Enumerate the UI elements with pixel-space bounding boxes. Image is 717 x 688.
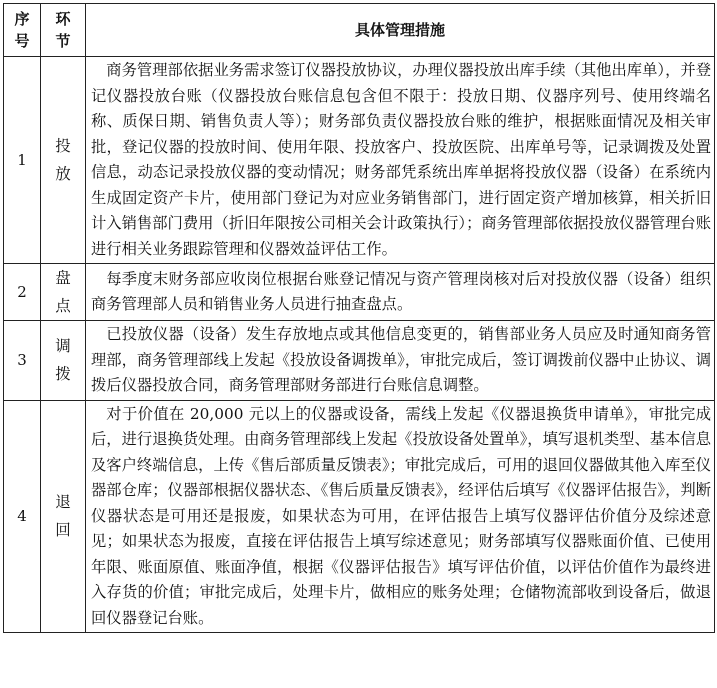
- row-stage-char: 放: [55, 165, 71, 183]
- row-stage-char: 退: [55, 493, 71, 512]
- row-stage-char: 投: [55, 137, 71, 155]
- header-serial-number: [4, 4, 41, 57]
- row-number: 3: [4, 321, 41, 401]
- header-stage-char: 节: [55, 32, 71, 50]
- table-header-row: [4, 4, 715, 57]
- header-stage-char: 环: [55, 10, 71, 28]
- row-description: 商务管理部依据业务需求签订仪器投放协议，办理仪器投放出库手续（其他出库单），并登记仪器投放台账（仪器投放台账信息包含但不限于：投放日期、仪器序列号、使用终端名称、质保日期、销售负责人等）；财务部负责仪器投放台账的维护，根据账面情况及相关审批，登记仪器的投放时间、使用年限、投放客户、投放医院、出库单号等，记录调拨及处置信息，动态记录投放仪器的变动情况；财务部凭系统出库单据将投放仪器（设备）在系统内生成固定资产卡片，使用部门登记为对应业务销售部门，进行固定资产增加核算，相关折旧计入销售部门费用（折旧年限按公司相关会计政策执行）；商务管理部依据投放仪器管理台账进行相关业务跟踪管理和仪器效益评估工作。: [86, 57, 715, 264]
- header-stage: [41, 4, 86, 57]
- management-measures-table: [3, 3, 715, 633]
- header-serial-number-char: 号: [14, 32, 30, 50]
- row-stage-char: 调: [55, 337, 71, 356]
- row-number: 2: [4, 264, 41, 321]
- table-row: [4, 321, 715, 401]
- row-description: 每季度末财务部应收岗位根据台账登记情况与资产管理岗核对后对投放仪器（设备）组织商务管理部人员和销售业务人员进行抽查盘点。: [86, 264, 715, 321]
- table-row: [4, 264, 715, 321]
- row-number: 1: [4, 57, 41, 264]
- row-stage: [41, 400, 86, 633]
- table-row: [4, 57, 715, 264]
- row-stage: [41, 321, 86, 401]
- row-description: 已投放仪器（设备）发生存放地点或其他信息变更的，销售部业务人员应及时通知商务管理部，商务管理部线上发起《投放设备调拨单》，审批完成后，签订调拨前仪器中止协议、调拨后仪器投放合同，商务管理部财务部进行台账信息调整。: [86, 321, 715, 401]
- row-number: 4: [4, 400, 41, 633]
- table-row: [4, 400, 715, 633]
- row-stage-char: 拨: [55, 365, 71, 384]
- row-stage: [41, 57, 86, 264]
- row-stage-char: 盘: [55, 269, 71, 287]
- row-description: 对于价值在 20,000 元以上的仪器或设备，需线上发起《仪器退换货申请单》，审批完成后，进行退换货处理。由商务管理部线上发起《投放设备处置单》，填写退机类型、基本信息及客户终端信息，上传《售后部质量反馈表》；审批完成后，可用的退回仪器做其他入库至仪器部仓库；仪器部根据仪器状态、《售后质量反馈表》，经评估后填写《仪器评估报告》，判断仪器状态是可用还是报废，如果状态为可用，在评估报告上填写仪器评估价值分及综述意见；如果状态为报废，直接在评估报告上填写综述意见；财务部填写仪器账面价值、已使用年限、账面原值、账面净值，根据《仪器评估报告》填写评估价值，以评估价值作为最终进入存货的价值；审批完成后，处理卡片，做相应的账务处理；仓储物流部收到设备后，做退回仪器登记台账。: [86, 400, 715, 633]
- row-stage-char: 点: [55, 297, 71, 315]
- header-serial-number-char: 序: [14, 10, 30, 28]
- row-stage-char: 回: [55, 521, 71, 540]
- header-measures: 具体管理措施: [86, 4, 715, 57]
- row-stage: [41, 264, 86, 321]
